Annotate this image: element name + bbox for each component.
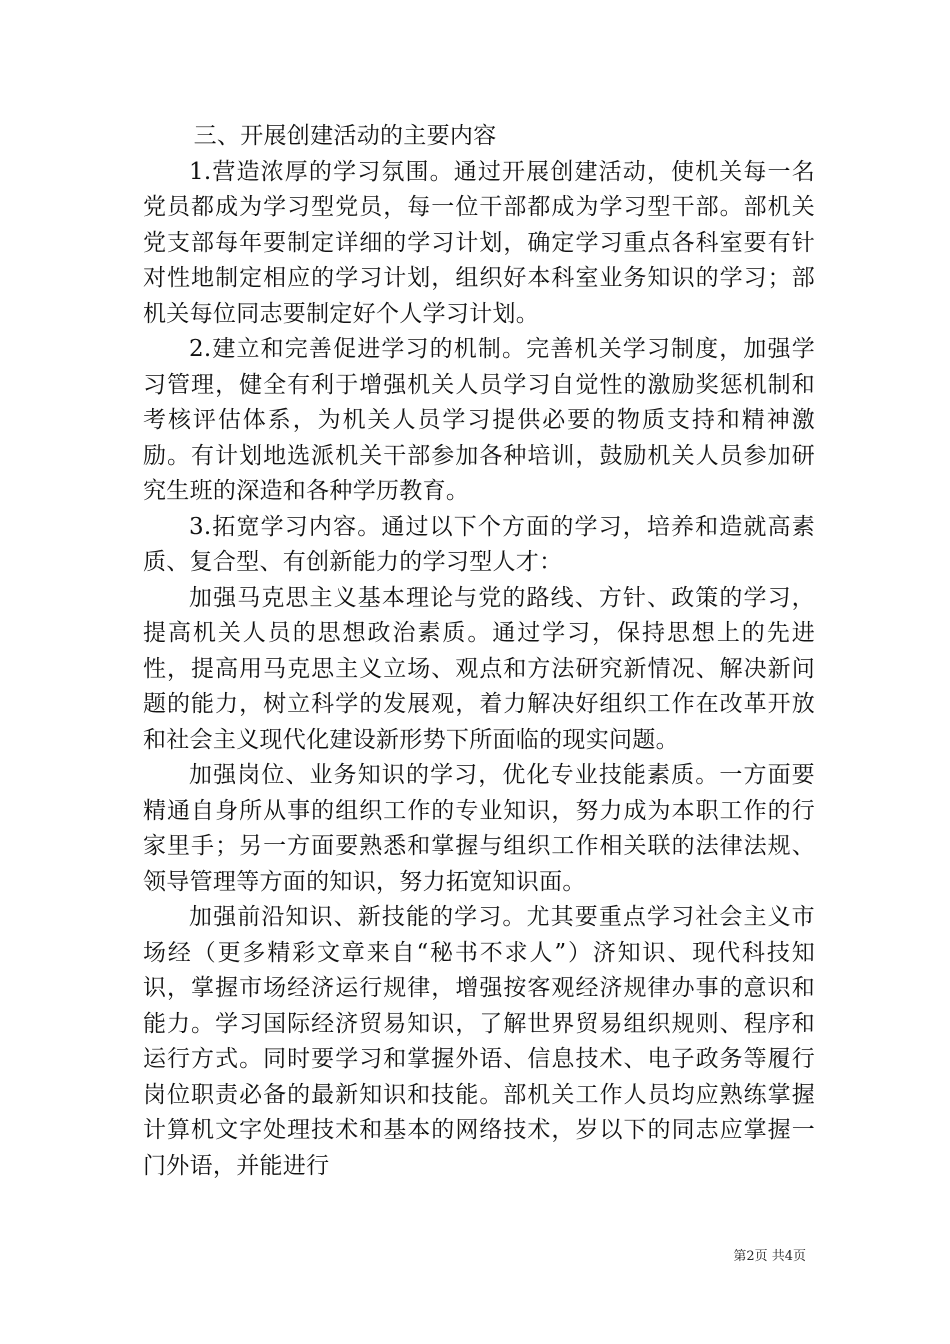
paragraph-5: 加强岗位、业务知识的学习，优化专业技能素质。一方面要精通自身所从事的组织工作的专业知识，努力成为本职工作的行家里手；另一方面要熟悉和掌握与组织工作相关联的法律法规、领导管理等方面的知识，努力拓宽知识面。 (143, 762, 815, 895)
paragraph-2: 2.建立和完善促进学习的机制。完善机关学习制度，加强学习管理，健全有利于增强机关人员学习自觉性的激励奖惩机制和考核评估体系，为机关人员学习提供必要的物质支持和精神激励。有计划地选派机关干部参加各种培训，鼓励机关人员参加研究生班的深造和各种学历教育。 (143, 336, 815, 504)
paragraph-1: 1.营造浓厚的学习氛围。通过开展创建活动，使机关每一名党员都成为学习型党员，每一位干部都成为学习型干部。部机关党支部每年要制定详细的学习计划，确定学习重点各科室要有针对性地制定相应的学习计划，组织好本科室业务知识的学习；部机关每位同志要制定好个人学习计划。 (143, 158, 815, 327)
paragraph-4: 加强马克思主义基本理论与党的路线、方针、政策的学习，提高机关人员的思想政治素质。通过学习，保持思想上的先进性，提高用马克思主义立场、观点和方法研究新情况、解决新问题的能力，树立科学的发展观，着力解决好组织工作在改革开放和社会主义现代化建设新形势下所面临的现实问题。 (143, 584, 815, 753)
document-body (143, 119, 815, 1184)
section-heading: 三、开展创建活动的主要内容 (193, 123, 497, 149)
page-number: 第2页 共4页 (733, 1249, 806, 1264)
paragraph-6: 加强前沿知识、新技能的学习。尤其要重点学习社会主义市场经（更多精彩文章来自“秘书不求人”）济知识、现代科技知识，掌握市场经济运行规律，增强按客观经济规律办事的意识和能力。学习国际经济贸易知识，了解世界贸易组织规则、程序和运行方式。同时要学习和掌握外语、信息技术、电子政务等履行岗位职责必备的最新知识和技能。部机关工作人员均应熟练掌握计算机文字处理技术和基本的网络技术，岁以下的同志应掌握一门外语，并能进行 (143, 904, 815, 1179)
paragraph-3: 3.拓宽学习内容。通过以下个方面的学习，培养和造就高素质、复合型、有创新能力的学习型人才： (143, 513, 815, 575)
